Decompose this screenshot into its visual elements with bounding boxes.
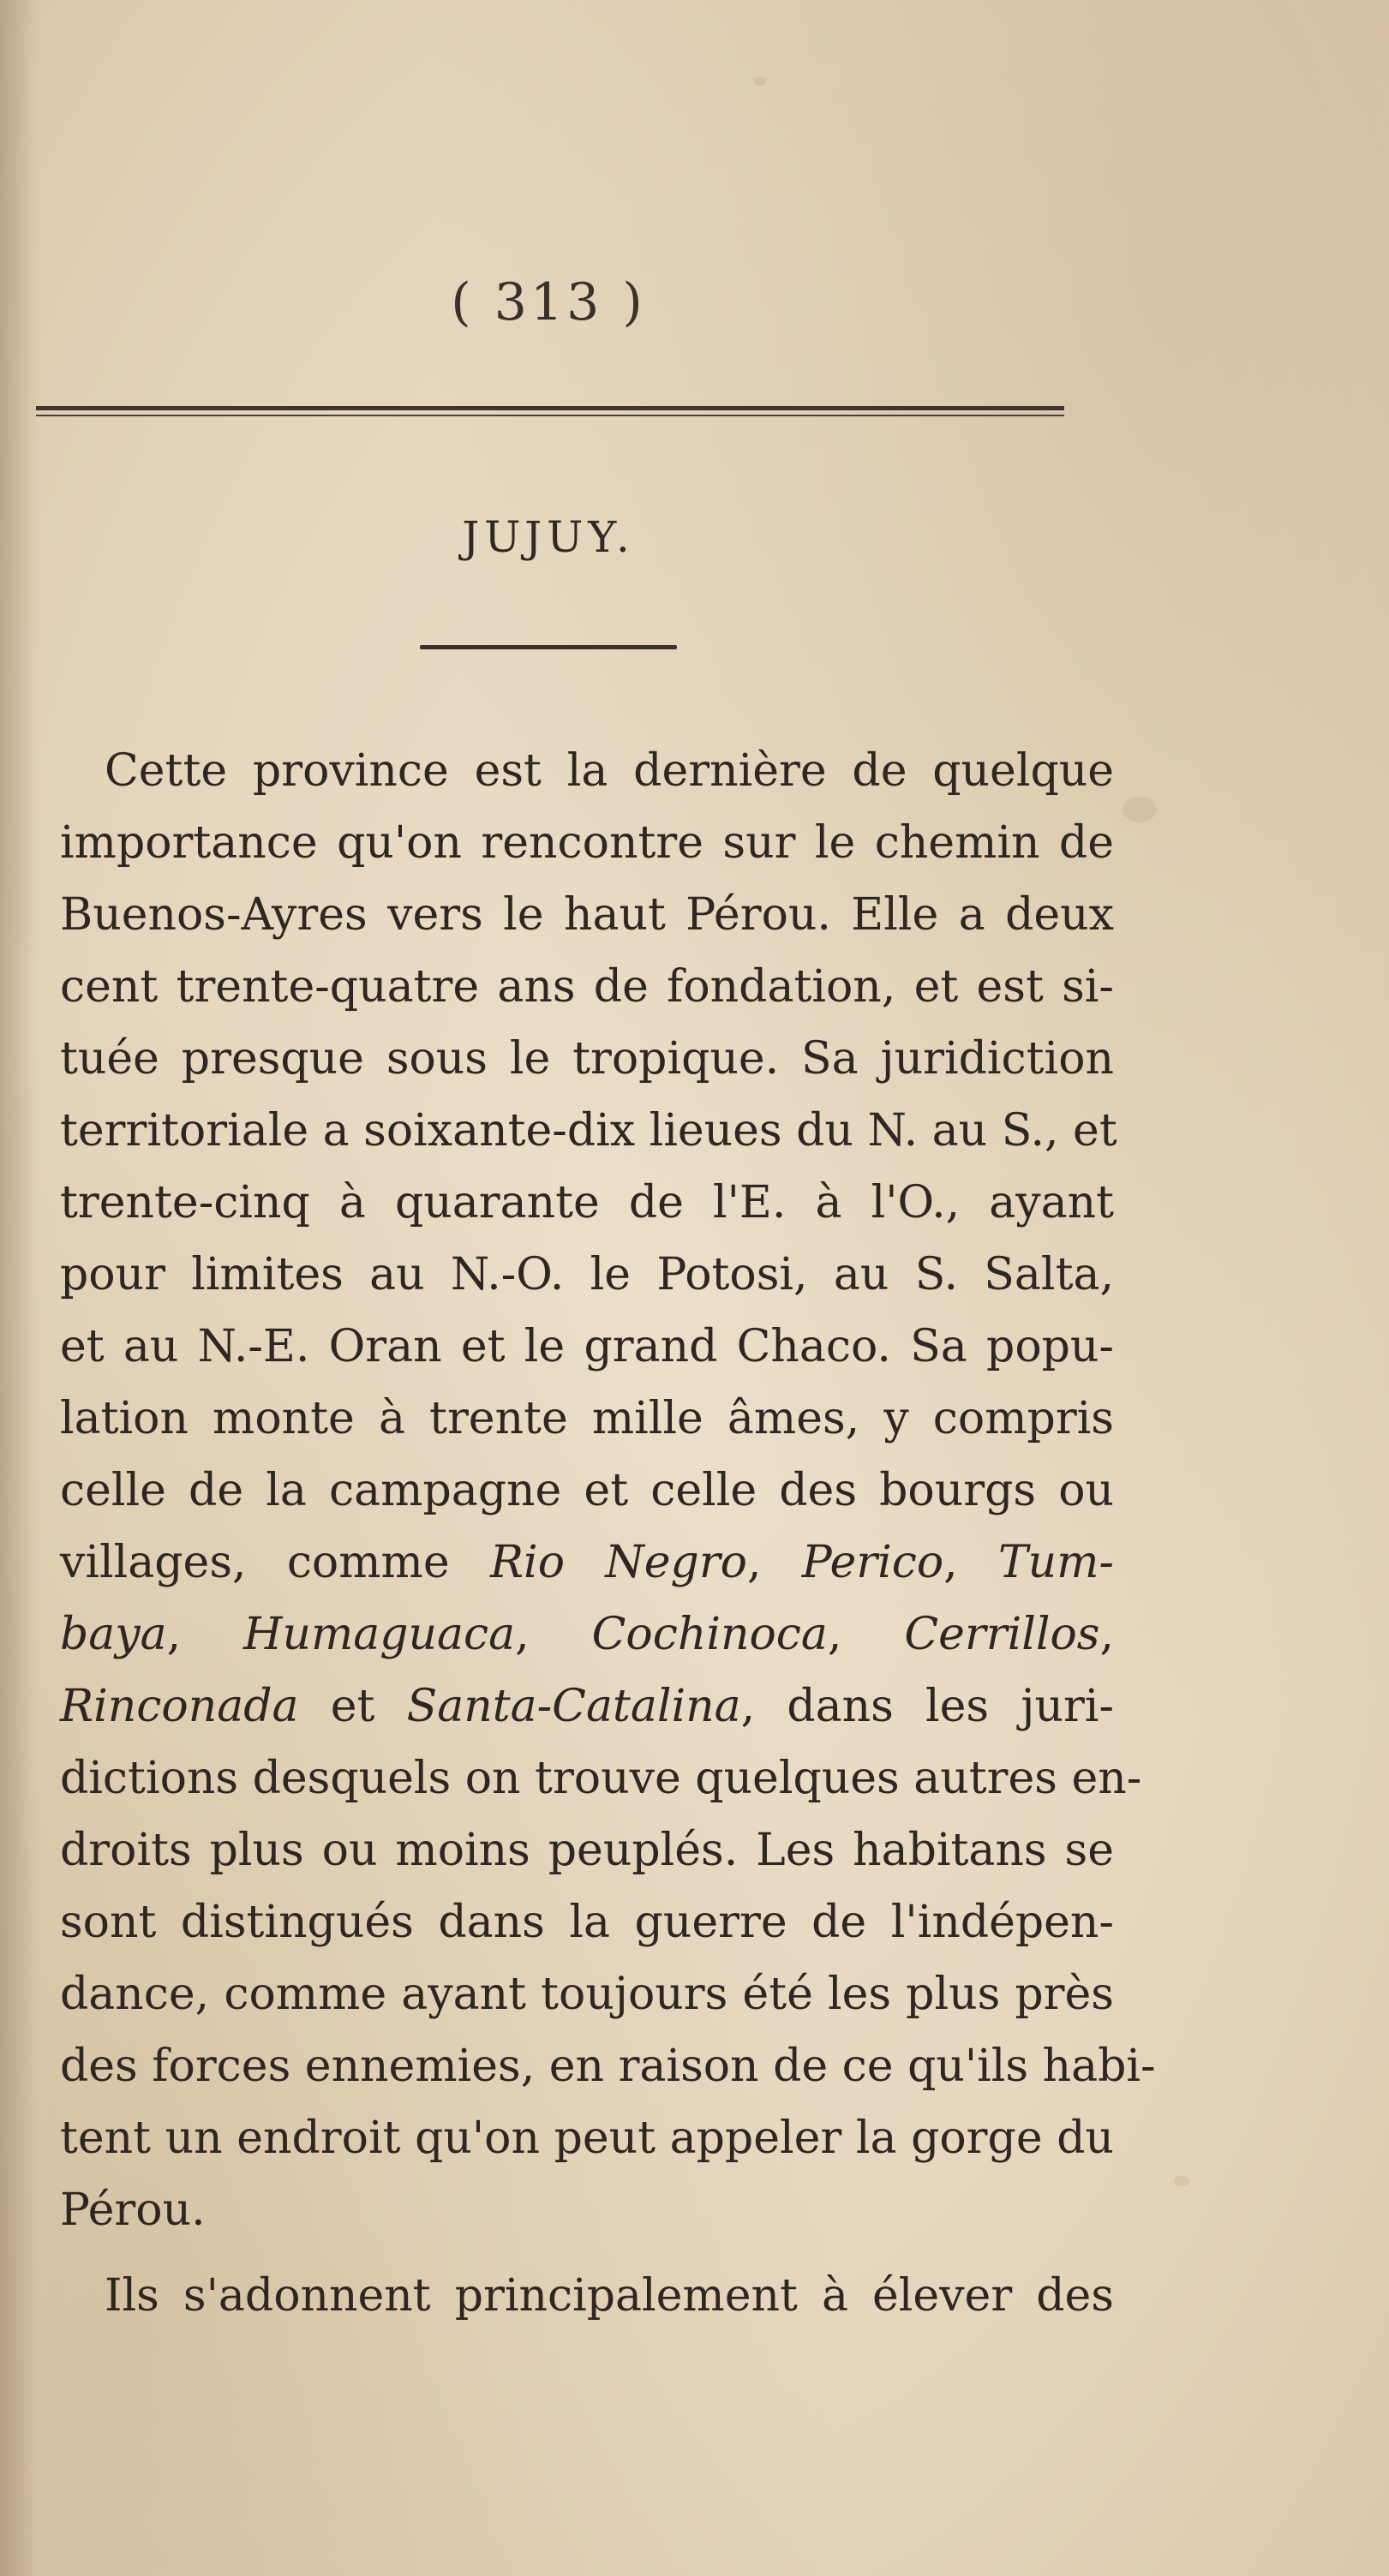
- text-line: [60, 735, 1114, 807]
- text-run: trente-cinq à quarante de l'E. à l'O., ayant: [60, 1177, 1114, 1228]
- text-run: tent un endroit qu'on peut appeler la gorge du: [60, 2113, 1114, 2164]
- text-run: Buenos-Ayres vers le haut Pérou. Elle a deux: [60, 889, 1114, 941]
- text-line: [60, 1239, 1114, 1311]
- section-title: JUJUY.: [462, 512, 635, 562]
- text-run: pour limites au N.-O. le Potosi, au S. Salta,: [60, 1249, 1114, 1300]
- text-run: dance, comme ayant toujours été les plus près: [60, 1969, 1114, 2020]
- text-run: ,: [1099, 1609, 1115, 1660]
- text-run: lation monte à trente mille âmes, y compris: [60, 1393, 1114, 1444]
- text-run: sont distingués dans la guerre de l'indépen-: [60, 1897, 1114, 1948]
- page-spine-shadow: [0, 0, 39, 2576]
- page-number: ( 313 ): [451, 272, 646, 332]
- italic-place-name: Santa-Catalina: [406, 1681, 741, 1732]
- italic-place-name: Tum-: [997, 1537, 1114, 1588]
- italic-place-name: Perico: [801, 1537, 944, 1588]
- text-run: , dans les juri-: [740, 1681, 1114, 1732]
- text-run: droits plus ou moins peuplés. Les habitans se: [60, 1825, 1114, 1876]
- text-run: dictions desquels on trouve quelques autres en-: [60, 1753, 1142, 1804]
- text-line: [60, 1095, 1117, 1167]
- foxing-stain: [1174, 2176, 1189, 2186]
- text-line: [60, 1814, 1114, 1886]
- text-line: [60, 1671, 1114, 1742]
- text-line: [60, 1886, 1114, 1958]
- text-run: tuée presque sous le tropique. Sa juridiction: [60, 1033, 1114, 1085]
- text-run: territoriale a soixante-dix lieues du N. au S., et: [60, 1105, 1117, 1157]
- text-line: [60, 1599, 1114, 1671]
- text-line: [60, 1167, 1114, 1239]
- text-run: ,: [166, 1609, 244, 1660]
- header-rule-thick: [36, 406, 1064, 410]
- text-line: [60, 1958, 1114, 2030]
- text-run: Cette province est la dernière de quelque: [105, 745, 1114, 797]
- body-text: [60, 735, 1156, 2332]
- header-double-rule: [36, 406, 1064, 420]
- text-run: villages, comme: [60, 1537, 490, 1588]
- text-run: ,: [943, 1537, 998, 1588]
- foxing-stain: [754, 77, 766, 86]
- text-line: [60, 807, 1114, 879]
- text-line: [60, 1527, 1114, 1599]
- text-run: et au N.-E. Oran et le grand Chaco. Sa popu-: [60, 1321, 1114, 1372]
- paragraph-gap: [60, 2246, 1114, 2260]
- italic-place-name: Rinconada: [60, 1681, 299, 1732]
- text-line: [60, 1742, 1142, 1814]
- text-run: ,: [515, 1609, 592, 1660]
- text-line: [60, 2102, 1114, 2174]
- text-line: [60, 951, 1114, 1023]
- text-run: ,: [827, 1609, 905, 1660]
- header-rule-thin: [36, 415, 1064, 416]
- text-run: ,: [747, 1537, 802, 1588]
- text-line: [60, 2174, 1114, 2246]
- text-run: celle de la campagne et celle des bourgs ou: [60, 1465, 1114, 1516]
- text-run: importance qu'on rencontre sur le chemin de: [60, 817, 1114, 869]
- italic-place-name: Humaguaca: [243, 1609, 516, 1660]
- text-line: [60, 1455, 1114, 1527]
- italic-place-name: Rio Negro: [489, 1537, 747, 1588]
- italic-place-name: baya: [60, 1609, 167, 1660]
- italic-place-name: Cochinoca: [591, 1609, 828, 1660]
- text-line: [60, 2260, 1114, 2332]
- text-line: [60, 1311, 1114, 1383]
- text-line: [60, 1383, 1114, 1455]
- text-run: cent trente-quatre ans de fondation, et est si-: [60, 961, 1114, 1013]
- foxing-stain: [1123, 797, 1157, 822]
- text-line: [60, 2030, 1156, 2102]
- text-run: des forces ennemies, en raison de ce qu'ils habi-: [60, 2041, 1156, 2092]
- title-underline-rule: [420, 645, 677, 649]
- text-line: [60, 879, 1114, 951]
- text-run: Ils s'adonnent principalement à élever des: [105, 2270, 1114, 2322]
- text-line: [60, 1023, 1114, 1095]
- text-run: et: [298, 1681, 407, 1732]
- italic-place-name: Cerrillos: [904, 1609, 1100, 1660]
- text-run: Pérou.: [60, 2185, 206, 2236]
